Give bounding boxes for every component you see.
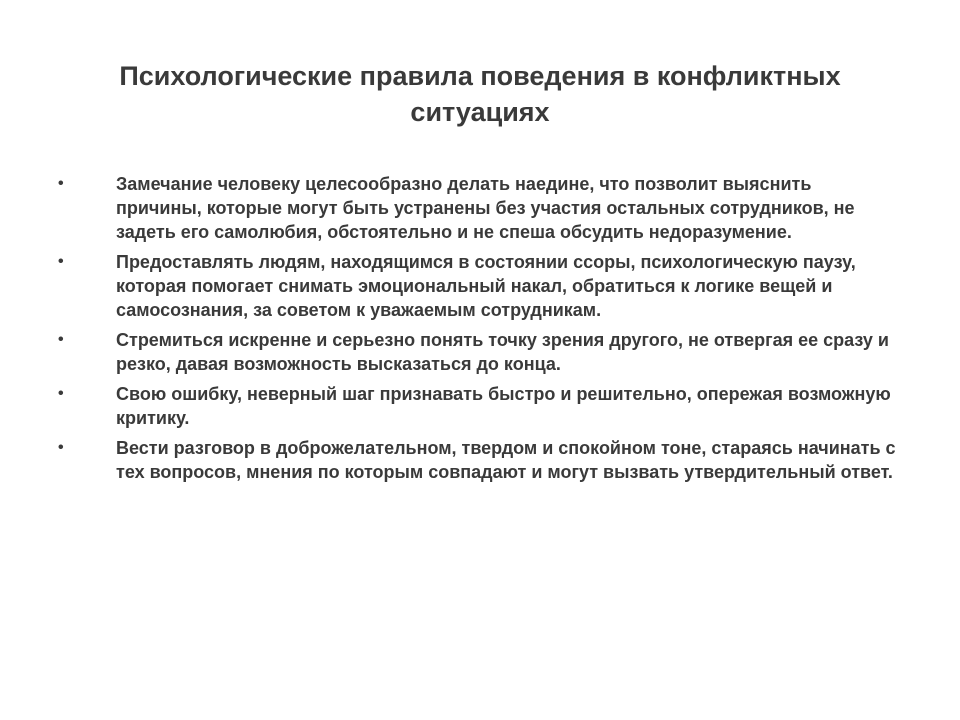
list-item — [58, 436, 898, 484]
bullet-icon: • — [58, 385, 64, 402]
bullet-icon: • — [58, 331, 64, 348]
bullet-icon: • — [58, 175, 64, 192]
bullet-list — [58, 172, 898, 490]
list-item — [58, 250, 898, 322]
slide-title: Психологические правила поведения в конфликтных ситуациях — [119, 61, 841, 127]
bullet-icon: • — [58, 439, 64, 456]
list-item-text: Замечание человеку целесообразно делать наедине, что позволит выяснить причины, которые могут быть устранены без участия остальных сотрудников, не задеть его самолюбия, обстоятельно и не спеша обсудить недоразумение. — [116, 174, 855, 242]
list-item-text: Стремиться искренне и серьезно понять точку зрения другого, не отвергая ее сразу и резко, давая возможность высказаться до конца. — [116, 330, 889, 374]
list-item — [58, 172, 898, 244]
list-item-text: Предоставлять людям, находящимся в состоянии ссоры, психологическую паузу, которая помогает снимать эмоциональный накал, обратиться к логике вещей и самосознания, за советом к уважаемым сотрудникам. — [116, 252, 856, 320]
list-item — [58, 382, 898, 430]
list-item-text: Свою ошибку, неверный шаг признавать быстро и решительно, опережая возможную критику. — [116, 384, 891, 428]
list-item — [58, 328, 898, 376]
list-item-text: Вести разговор в доброжелательном, твердом и спокойном тоне, стараясь начинать с тех вопросов, мнения по которым совпадают и могут вызвать утвердительный ответ. — [116, 438, 896, 482]
bullet-icon: • — [58, 253, 64, 270]
